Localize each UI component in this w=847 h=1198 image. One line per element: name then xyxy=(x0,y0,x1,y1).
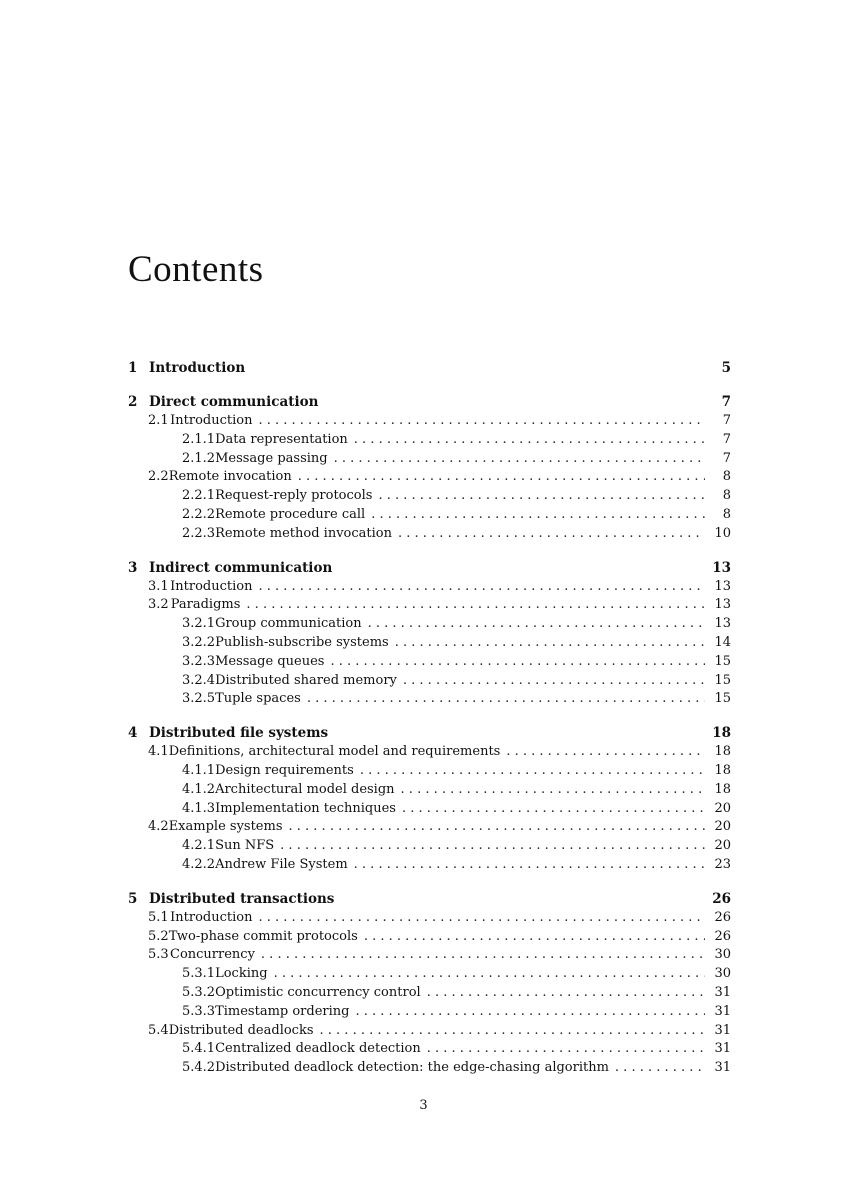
toc-entry-title: Distributed deadlocks xyxy=(168,1022,314,1038)
toc-entry-sub[interactable] xyxy=(128,507,731,526)
toc-leader-dots xyxy=(389,635,705,650)
toc-leader-dots xyxy=(609,1060,705,1075)
toc-entry-page: 13 xyxy=(712,559,731,576)
toc-entry-title: Group communication xyxy=(215,616,362,632)
toc-entry-sub[interactable] xyxy=(128,985,731,1004)
toc-entry-page: 8 xyxy=(722,488,731,504)
toc-entry-number: 3.2.2 xyxy=(182,634,216,650)
toc-entry-title: Example systems xyxy=(168,819,283,835)
toc-entry-page: 7 xyxy=(722,431,731,447)
toc-entry-page: 20 xyxy=(714,838,731,854)
toc-entry-number: 4.1.2 xyxy=(182,781,216,797)
toc-entry-page: 8 xyxy=(722,469,731,485)
toc-entry-number: 3.2.1 xyxy=(182,616,216,632)
toc-entry-title: Introduction xyxy=(170,413,253,428)
toc-entry-page: 15 xyxy=(714,672,731,688)
toc-leader-dots xyxy=(328,451,705,466)
toc-entry-title: Distributed deadlock detection: the edge-chasing algorithm xyxy=(215,1060,609,1076)
toc-entry-title: Andrew File System xyxy=(215,856,348,872)
toc-entry-sub[interactable] xyxy=(128,635,731,654)
toc-entry-sub[interactable] xyxy=(128,782,731,801)
toc-entry-title: Paradigms xyxy=(170,597,241,613)
toc-entry-page: 13 xyxy=(714,616,731,632)
toc-entry-number: 3.2.5 xyxy=(182,691,216,707)
toc-entry-title: Timestamp ordering xyxy=(215,1003,350,1019)
toc-entry-title: Direct communication xyxy=(149,394,319,410)
toc-entry-title: Remote invocation xyxy=(168,469,292,485)
toc-entry-title: Centralized deadlock detection xyxy=(215,1041,421,1057)
toc-leader-dots xyxy=(349,1004,705,1019)
toc-entry-number: 5.3 xyxy=(148,947,169,963)
toc-entry-sub[interactable] xyxy=(128,432,731,451)
toc-entry-title: Distributed file systems xyxy=(149,725,329,742)
toc-entry-number: 3.2.3 xyxy=(182,653,216,669)
toc-entry-page: 30 xyxy=(714,966,731,982)
toc-entry-sub[interactable] xyxy=(128,691,731,710)
toc-leader-dots xyxy=(252,413,705,428)
toc-entry-number: 4.1.1 xyxy=(182,762,216,778)
toc-entry-title: Implementation techniques xyxy=(215,800,396,816)
toc-entry-number: 5.3.2 xyxy=(182,984,216,1000)
page-title: Contents xyxy=(128,249,264,290)
toc-entry-number: 5.2 xyxy=(148,928,169,944)
toc-entry-title: Indirect communication xyxy=(149,559,333,576)
toc-entry-sec[interactable] xyxy=(128,910,731,929)
toc-entry-sec[interactable] xyxy=(128,929,731,948)
toc-leader-dots xyxy=(354,763,705,778)
toc-entry-title: Message passing xyxy=(215,450,328,466)
toc-entry-page: 15 xyxy=(714,691,731,707)
toc-leader-dots xyxy=(421,1041,705,1056)
toc-entry-ch[interactable] xyxy=(128,394,731,413)
toc-entry-sec[interactable] xyxy=(128,469,731,488)
toc-entry-sub[interactable] xyxy=(128,1060,731,1079)
toc-leader-dots xyxy=(397,673,705,688)
toc-entry-sub[interactable] xyxy=(128,763,731,782)
toc-entry-title: Data representation xyxy=(215,431,348,447)
toc-entry-page: 10 xyxy=(714,525,731,541)
toc-entry-title: Design requirements xyxy=(215,762,354,778)
toc-entry-sec[interactable] xyxy=(128,819,731,838)
toc-entry-sub[interactable] xyxy=(128,654,731,673)
toc-entry-number: 5.3.1 xyxy=(182,966,216,982)
toc-entry-ch[interactable] xyxy=(128,725,731,744)
toc-leader-dots xyxy=(314,1023,705,1038)
toc-entry-number: 3.1 xyxy=(148,578,169,594)
toc-entry-title: Architectural model design xyxy=(215,781,395,797)
toc-entry-number: 2.2.2 xyxy=(182,506,216,522)
toc-entry-page: 7 xyxy=(722,450,731,466)
toc-entry-page: 18 xyxy=(714,762,731,778)
toc-entry-number: 4.1 xyxy=(148,744,169,760)
toc-entry-page: 13 xyxy=(714,578,731,594)
toc-leader-dots xyxy=(358,929,705,944)
toc-entry-sec[interactable] xyxy=(128,579,731,598)
toc-entry-title: Message queues xyxy=(215,653,325,669)
toc-entry-page: 31 xyxy=(714,1022,731,1038)
toc-entry-sec[interactable] xyxy=(128,413,731,432)
toc-entry-number: 2.1 xyxy=(148,413,169,428)
toc-entry-title: Sun NFS xyxy=(215,838,275,854)
toc-entry-page: 7 xyxy=(721,394,731,410)
toc-entry-page: 18 xyxy=(714,781,731,797)
toc-entry-number: 5.4 xyxy=(148,1022,169,1038)
toc-entry-number: 4.2.1 xyxy=(182,838,216,854)
toc-entry-number: 5.1 xyxy=(148,909,169,925)
toc-leader-dots xyxy=(274,838,705,853)
toc-entry-title: Introduction xyxy=(170,578,253,594)
toc-entry-page: 20 xyxy=(714,819,731,835)
toc-entry-page: 31 xyxy=(714,1060,731,1076)
toc-leader-dots xyxy=(301,691,705,706)
toc-entry-number: 2 xyxy=(128,394,138,410)
toc-entry-sub[interactable] xyxy=(128,966,731,985)
toc-entry-number: 5.3.3 xyxy=(182,1003,216,1019)
toc-entry-number: 2.2.3 xyxy=(182,525,216,541)
toc-leader-dots xyxy=(421,985,705,1000)
toc-entry-sub[interactable] xyxy=(128,451,731,470)
toc-leader-dots xyxy=(252,579,705,594)
toc-leader-dots xyxy=(392,526,705,541)
toc-entry-sec[interactable] xyxy=(128,947,731,966)
toc-entry-number: 3.2 xyxy=(148,597,169,613)
toc-entry-number: 5.4.2 xyxy=(182,1060,216,1076)
toc-leader-dots xyxy=(362,616,705,631)
toc-entry-page: 15 xyxy=(714,653,731,669)
toc-entry-number: 5 xyxy=(128,890,138,907)
toc-entry-page: 7 xyxy=(722,413,731,428)
toc-leader-dots xyxy=(372,488,705,503)
toc-entry-title: Publish-subscribe systems xyxy=(215,634,389,650)
toc-entry-page: 8 xyxy=(722,506,731,522)
toc-entry-title: Introduction xyxy=(149,360,246,376)
toc-entry-title: Distributed transactions xyxy=(149,890,335,907)
toc-entry-number: 3 xyxy=(128,559,138,576)
toc-entry-page: 31 xyxy=(714,984,731,1000)
toc-entry-page: 31 xyxy=(714,1003,731,1019)
toc-entry-page: 30 xyxy=(714,947,731,963)
toc-leader-dots xyxy=(395,782,705,797)
toc-entry-title: Optimistic concurrency control xyxy=(215,984,421,1000)
toc-leader-dots xyxy=(348,432,705,447)
toc-entry-number: 4.2 xyxy=(148,819,169,835)
toc-entry-page: 23 xyxy=(714,856,731,872)
toc-entry-page: 18 xyxy=(712,725,731,742)
toc-entry-number: 4 xyxy=(128,725,138,742)
toc-leader-dots xyxy=(252,910,705,925)
toc-entry-sub[interactable] xyxy=(128,857,731,876)
toc-entry-number: 2.1.1 xyxy=(182,431,216,447)
toc-entry-sub[interactable] xyxy=(128,1004,731,1023)
toc-entry-number: 2.1.2 xyxy=(182,450,216,466)
toc-entry-sub[interactable] xyxy=(128,801,731,820)
toc-entry-sub[interactable] xyxy=(128,488,731,507)
toc-entry-sub[interactable] xyxy=(128,1041,731,1060)
toc-entry-sub[interactable] xyxy=(128,616,731,635)
toc-entry-page: 26 xyxy=(714,928,731,944)
toc-entry-title: Introduction xyxy=(170,909,253,925)
toc-entry-number: 1 xyxy=(128,360,138,376)
toc-entry-sub[interactable] xyxy=(128,673,731,692)
toc-entry-number: 5.4.1 xyxy=(182,1041,216,1057)
toc-leader-dots xyxy=(292,469,705,484)
toc-leader-dots xyxy=(283,819,706,834)
toc-entry-title: Two-phase commit protocols xyxy=(168,928,358,944)
toc-entry-page: 13 xyxy=(714,597,731,613)
toc-entry-sub[interactable] xyxy=(128,838,731,857)
toc-entry-title: Remote procedure call xyxy=(215,506,366,522)
toc-leader-dots xyxy=(500,744,705,759)
toc-entry-page: 14 xyxy=(714,634,731,650)
toc-entry-page: 18 xyxy=(714,744,731,760)
toc-leader-dots xyxy=(324,654,705,669)
toc-leader-dots xyxy=(255,947,705,962)
toc-entry-title: Concurrency xyxy=(170,947,255,963)
toc-entry-number: 2.2 xyxy=(148,469,169,485)
toc-entry-page: 26 xyxy=(714,909,731,925)
toc-entry-page: 20 xyxy=(714,800,731,816)
table-of-contents xyxy=(128,360,731,1079)
toc-entry-number: 4.1.3 xyxy=(182,800,216,816)
toc-entry-page: 5 xyxy=(721,360,731,376)
toc-leader-dots xyxy=(365,507,705,522)
toc-entry-title: Locking xyxy=(215,966,268,982)
toc-entry-ch[interactable] xyxy=(128,560,731,579)
toc-entry-ch[interactable] xyxy=(128,891,731,910)
toc-entry-sec[interactable] xyxy=(128,744,731,763)
toc-leader-dots xyxy=(268,966,705,981)
page-number: 3 xyxy=(419,1098,428,1113)
toc-entry-number: 4.2.2 xyxy=(182,856,216,872)
toc-entry-page: 26 xyxy=(712,890,731,907)
toc-entry-sec[interactable] xyxy=(128,597,731,616)
toc-entry-sec[interactable] xyxy=(128,1023,731,1042)
toc-entry-page: 31 xyxy=(714,1041,731,1057)
toc-leader-dots xyxy=(396,801,705,816)
toc-entry-title: Request-reply protocols xyxy=(215,488,373,504)
toc-entry-sub[interactable] xyxy=(128,526,731,545)
toc-leader-dots xyxy=(348,857,705,872)
toc-entry-title: Remote method invocation xyxy=(215,525,392,541)
toc-entry-title: Distributed shared memory xyxy=(215,672,397,688)
toc-entry-number: 2.2.1 xyxy=(182,488,216,504)
toc-entry-title: Definitions, architectural model and requirements xyxy=(168,744,501,760)
toc-entry-title: Tuple spaces xyxy=(215,691,301,707)
toc-entry-number: 3.2.4 xyxy=(182,672,216,688)
toc-leader-dots xyxy=(240,597,705,612)
toc-entry-ch[interactable] xyxy=(128,360,731,379)
